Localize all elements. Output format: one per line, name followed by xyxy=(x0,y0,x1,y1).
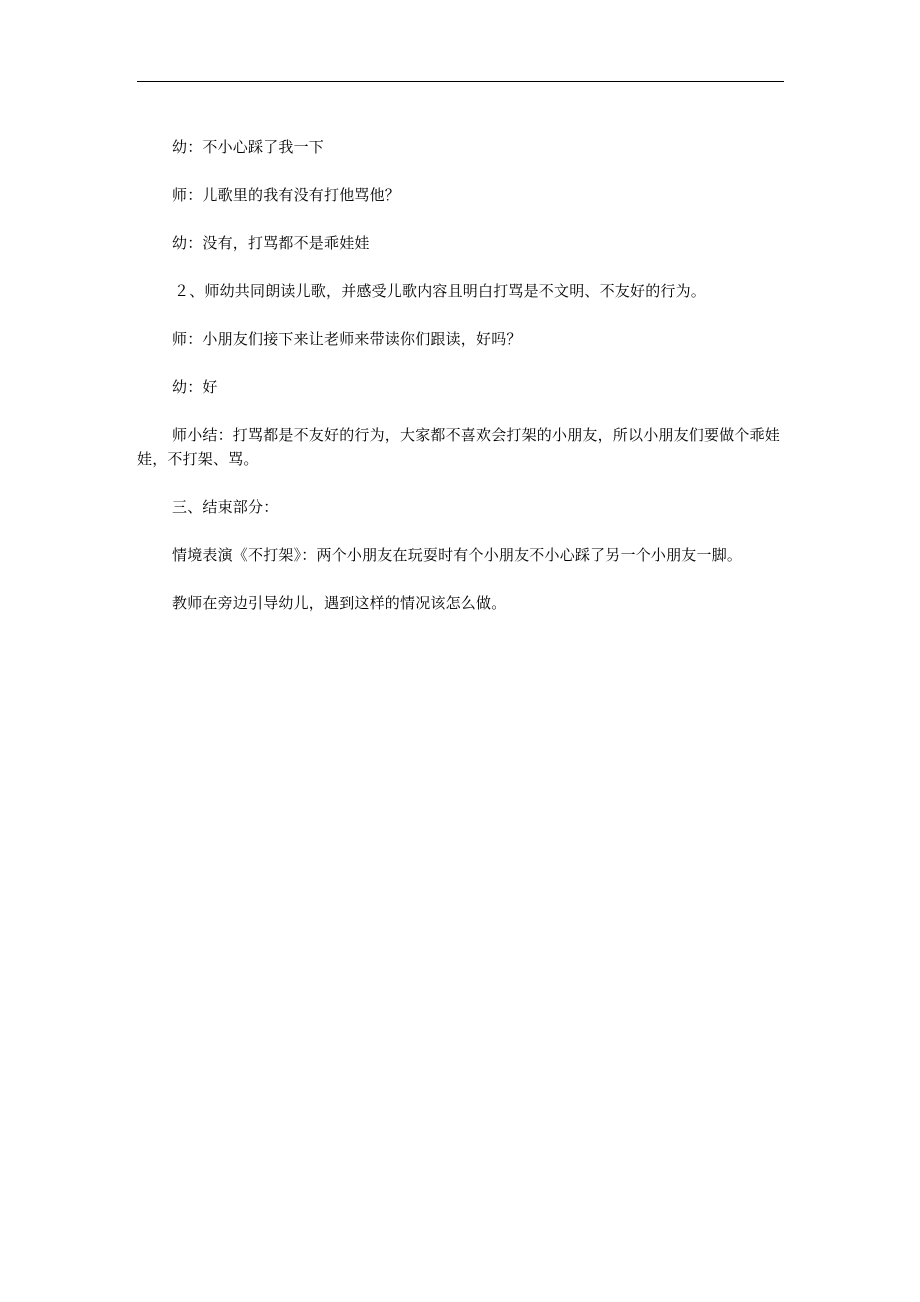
role-play-description: 情境表演《不打架》：两个小朋友在玩耍时有个小朋友不小心踩了另一个小朋友一脚。 xyxy=(172,546,743,564)
document-body xyxy=(137,135,784,639)
teacher-guidance: 教师在旁边引导幼儿，遇到这样的情况该怎么做。 xyxy=(172,594,507,612)
dialogue-line: 幼：没有，打骂都不是乖娃娃 xyxy=(172,234,370,252)
dialogue-line: 幼：不小心踩了我一下 xyxy=(172,138,325,156)
dialogue-line: 师：儿歌里的我有没有打他骂他？ xyxy=(172,186,401,204)
numbered-step: ２、师幼共同朗读儿歌，并感受儿歌内容且明白打骂是不文明、不友好的行为。 xyxy=(174,282,707,300)
section-heading: 三、结束部分： xyxy=(172,498,279,516)
header-rule xyxy=(137,81,784,82)
teacher-summary: 师小结：打骂都是不友好的行为，大家都不喜欢会打架的小朋友，所以小朋友们要做个乖娃娃，不打架、骂。 xyxy=(137,426,781,468)
dialogue-line: 师：小朋友们接下来让老师来带读你们跟读，好吗？ xyxy=(172,330,522,348)
dialogue-line: 幼：好 xyxy=(172,378,218,396)
